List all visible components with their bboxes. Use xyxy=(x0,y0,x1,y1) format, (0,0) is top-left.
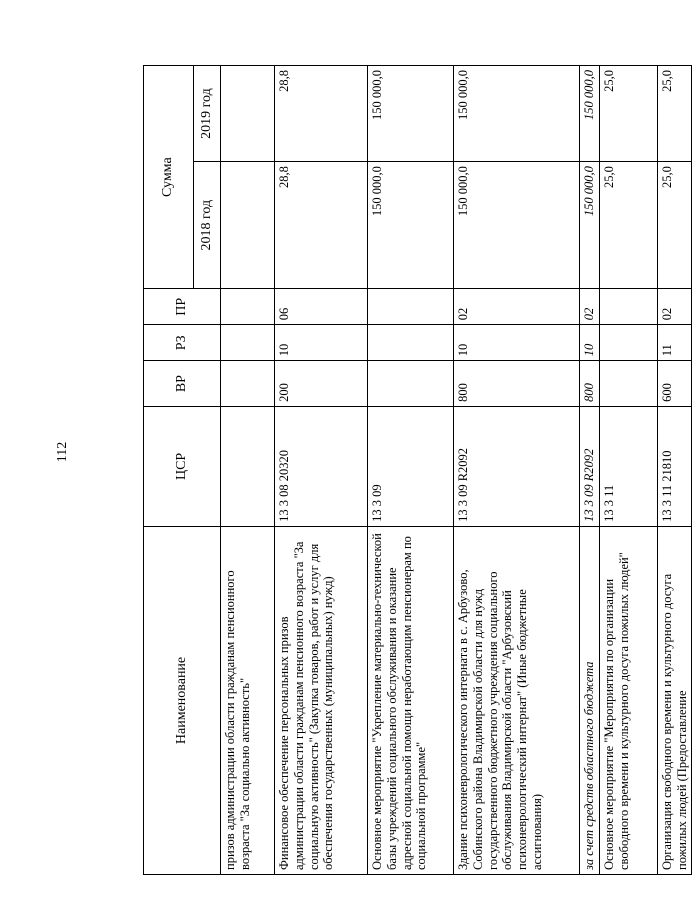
cell-pr: 02 xyxy=(454,289,580,325)
cell-name: Здание психоневрологического интерната в с. Арбузово, Собинского района Владимирской области для нужд государственного бюджетного учреждения социального обслуживания Владимирской области "Арбузовский психоневрологический интернат" (Иные бюджетные ассигнования) xyxy=(454,526,580,874)
header-sum: Сумма xyxy=(144,66,194,289)
cell-pr: 02 xyxy=(657,289,692,325)
cell-pr: 02 xyxy=(580,289,600,325)
header-year-2018: 2018 год xyxy=(194,162,221,289)
header-name: Наименование xyxy=(144,526,221,874)
header-rz: РЗ xyxy=(144,325,221,361)
cell-pr xyxy=(368,289,454,325)
cell-2018 xyxy=(221,162,275,289)
cell-rz xyxy=(221,325,275,361)
cell-csr: 13 3 11 21810 xyxy=(657,406,692,526)
table-row xyxy=(454,66,580,875)
cell-2019 xyxy=(221,66,275,162)
cell-vr: 600 xyxy=(657,361,692,407)
header-csr: ЦСР xyxy=(144,406,221,526)
cell-rz: 10 xyxy=(275,325,368,361)
cell-csr: 13 3 11 xyxy=(599,406,657,526)
cell-name: призов администрации области гражданам пенсионного возраста "За социально активность" xyxy=(221,526,275,874)
cell-vr: 200 xyxy=(275,361,368,407)
cell-csr: 13 3 09 R2092 xyxy=(580,406,600,526)
cell-2019: 25,0 xyxy=(599,66,657,162)
budget-table xyxy=(143,65,692,875)
table-row xyxy=(657,66,692,875)
cell-2019: 150 000,0 xyxy=(580,66,600,162)
cell-2019: 150 000,0 xyxy=(454,66,580,162)
table-row xyxy=(221,66,275,875)
cell-2018: 28,8 xyxy=(275,162,368,289)
cell-vr: 800 xyxy=(454,361,580,407)
cell-2018: 150 000,0 xyxy=(368,162,454,289)
table-row xyxy=(275,66,368,875)
cell-rz xyxy=(599,325,657,361)
cell-2018: 25,0 xyxy=(599,162,657,289)
cell-rz: 11 xyxy=(657,325,692,361)
header-year-2019: 2019 год xyxy=(194,66,221,162)
cell-rz: 10 xyxy=(454,325,580,361)
cell-pr xyxy=(221,289,275,325)
cell-pr xyxy=(599,289,657,325)
table-row xyxy=(599,66,657,875)
cell-rz: 10 xyxy=(580,325,600,361)
cell-2018: 150 000,0 xyxy=(454,162,580,289)
table-row xyxy=(368,66,454,875)
header-vr: ВР xyxy=(144,361,221,407)
cell-vr xyxy=(221,361,275,407)
cell-vr: 800 xyxy=(580,361,600,407)
cell-vr xyxy=(599,361,657,407)
cell-2018: 150 000,0 xyxy=(580,162,600,289)
table-header-row xyxy=(144,66,194,875)
cell-vr xyxy=(368,361,454,407)
cell-2018: 25,0 xyxy=(657,162,692,289)
cell-csr: 13 3 09 R2092 xyxy=(454,406,580,526)
page-number: 112 xyxy=(55,441,70,463)
cell-2019: 28,8 xyxy=(275,66,368,162)
cell-csr: 13 3 09 xyxy=(368,406,454,526)
cell-csr: 13 3 08 20320 xyxy=(275,406,368,526)
cell-rz xyxy=(368,325,454,361)
cell-pr: 06 xyxy=(275,289,368,325)
cell-name: за счет средств областного бюджета xyxy=(580,526,600,874)
cell-2019: 150 000,0 xyxy=(368,66,454,162)
cell-name: Основное мероприятие "Укрепление материально-технической базы учреждений социального обслуживания и оказание адресной социальной помощи неработающим пенсионерам по социальной программе" xyxy=(368,526,454,874)
cell-name: Основное мероприятие "Мероприятия по организации свободного времени и культурного досуга пожилых людей" xyxy=(599,526,657,874)
cell-2019: 25,0 xyxy=(657,66,692,162)
budget-table-container xyxy=(143,65,689,875)
cell-name: Финансовое обеспечение персональных призов администрации области гражданам пенсионного возраста "За социальную активность" (Закупка товаров, работ и услуг для обеспечения государственных (муниципальных) нужд) xyxy=(275,526,368,874)
table-row xyxy=(580,66,600,875)
header-pr: ПР xyxy=(144,289,221,325)
cell-csr xyxy=(221,406,275,526)
cell-name: Организация свободного времени и культурного досуга пожилых людей (Предоставление xyxy=(657,526,692,874)
